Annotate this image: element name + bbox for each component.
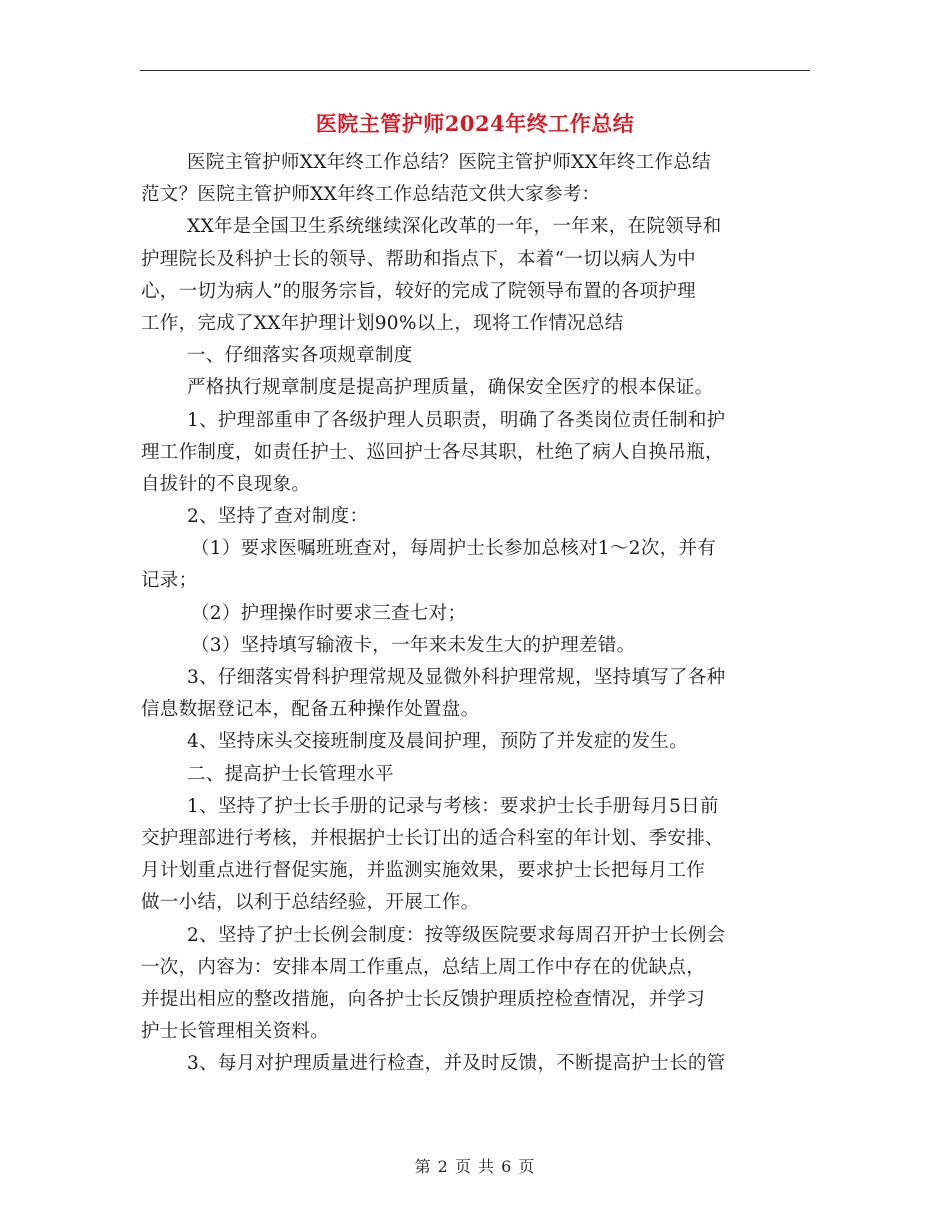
header-rule	[140, 70, 810, 71]
paragraph-line: XX年是全国卫生系统继续深化改革的一年，一年来，在院领导和	[187, 216, 722, 238]
paragraph-line: 交护理部进行考核，并根据护士长订出的适合科室的年计划、季安排、	[141, 827, 724, 849]
paragraph-line: 2、坚持了查对制度：	[187, 506, 369, 528]
paragraph-line: 3、每月对护理质量进行检查，并及时反馈，不断提高护士长的管	[187, 1053, 726, 1075]
document-title: 医院主管护师2024年终工作总结	[315, 111, 635, 136]
paragraph-line: 并提出相应的整改措施，向各护士长反馈护理质控检查情况，并学习	[141, 988, 706, 1010]
document-body	[141, 147, 811, 1080]
paragraph-line: 范文？医院主管护师XX年终工作总结范文供大家参考：	[141, 184, 601, 206]
paragraph-line: 2、坚持了护士长例会制度：按等级医院要求每周召开护士长例会	[187, 924, 726, 946]
paragraph-line: 记录；	[141, 570, 198, 592]
paragraph-line: 月计划重点进行督促实施，并监测实施效果，要求护士长把每月工作	[141, 860, 706, 882]
page-number: 第 2 页 共 6 页	[414, 1157, 536, 1176]
section-heading: 一、仔细落实各项规章制度	[187, 345, 413, 367]
section-heading: 二、提高护士长管理水平	[187, 763, 394, 785]
paragraph-line: 3、仔细落实骨科护理常规及显微外科护理常规，坚持填写了各种	[187, 667, 726, 688]
paragraph-line: 1、坚持了护士长手册的记录与考核：要求护士长手册每月5日前	[187, 795, 719, 817]
paragraph-line: 心，一切为病人”的服务宗旨，较好的完成了院领导布置的各项护理	[141, 280, 696, 302]
paragraph-line: （2）护理操作时要求三查七对；	[191, 602, 467, 624]
paragraph-line: 一次，内容为：安排本周工作重点，总结上周工作中存在的优缺点，	[141, 956, 706, 978]
paragraph-line: 信息数据登记本，配备五种操作处置盘。	[141, 699, 480, 721]
paragraph-line: （1）要求医嘱班班查对，每周护士长参加总核对1～2次，并有	[191, 538, 717, 560]
paragraph-line: 1、护理部重申了各级护理人员职责，明确了各类岗位责任制和护	[187, 409, 726, 431]
paragraph-line: 医院主管护师XX年终工作总结？医院主管护师XX年终工作总结	[187, 152, 711, 173]
paragraph-line: 做一小结，以利于总结经验，开展工作。	[141, 892, 480, 914]
paragraph-line: 理工作制度，如责任护士、巡回护士各尽其职，杜绝了病人自换吊瓶，	[141, 441, 724, 463]
paragraph-line: 工作，完成了XX年护理计划90%以上，现将工作情况总结	[141, 312, 624, 334]
paragraph-line: 严格执行规章制度是提高护理质量，确保安全医疗的根本保证。	[187, 377, 714, 399]
paragraph-line: 4、坚持床头交接班制度及晨间护理，预防了并发症的发生。	[187, 731, 688, 753]
paragraph-line: （3）坚持填写输液卡，一年来未发生大的护理差错。	[191, 634, 636, 656]
paragraph-line: 护士长管理相关资料。	[141, 1021, 330, 1043]
paragraph-line: 护理院长及科护士长的领导、帮助和指点下，本着“一切以病人为中	[141, 248, 696, 270]
paragraph-line: 自拔针的不良现象。	[141, 473, 311, 495]
